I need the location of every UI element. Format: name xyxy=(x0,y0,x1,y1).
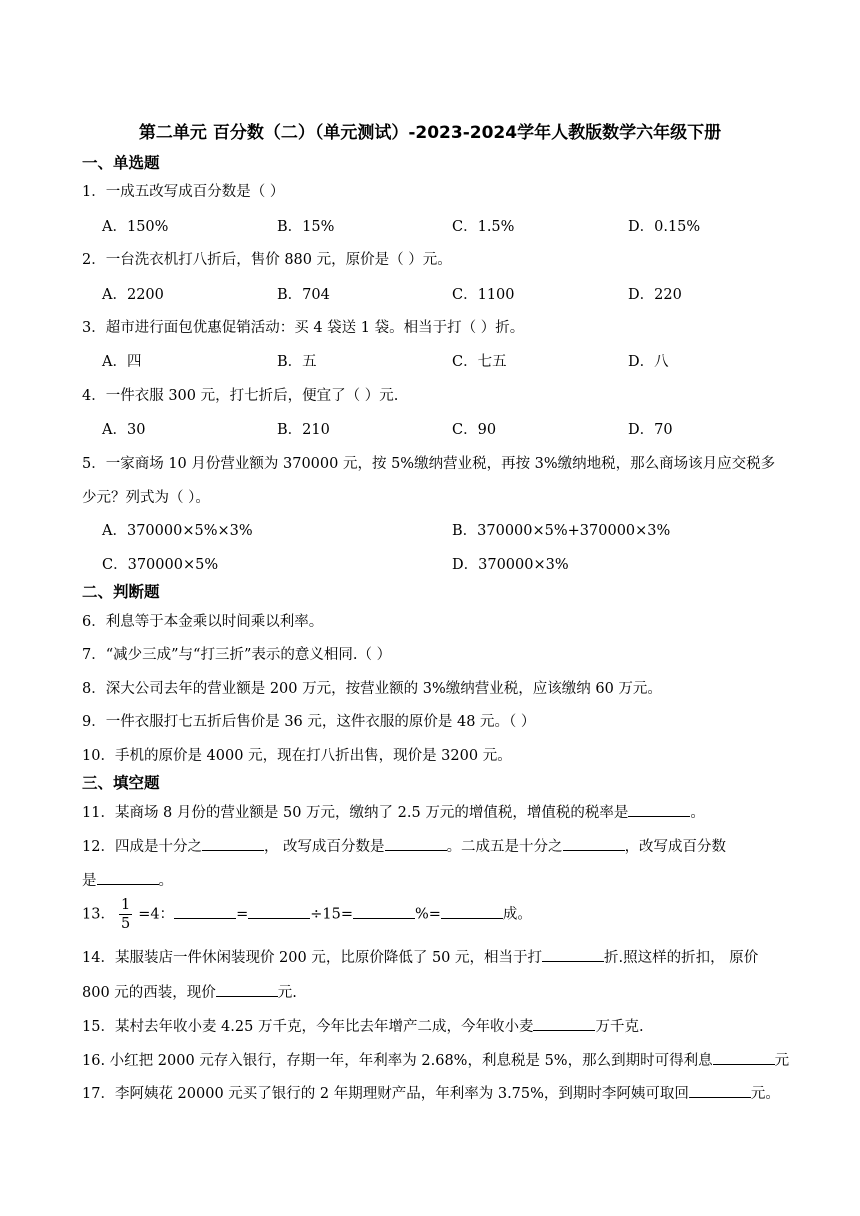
question-8: 8．深大公司去年的营业额是 200 万元，按营业额的 3%缴纳营业税，应该缴纳 60 万元。 xyxy=(82,681,662,697)
q13-blank-3[interactable] xyxy=(353,904,415,919)
section-heading-single-choice: 一、单选题 xyxy=(82,154,160,172)
q12-blank-3[interactable] xyxy=(563,836,625,851)
q3-option-b: B．五 xyxy=(277,354,317,370)
question-9: 9．一件衣服打七五折后售价是 36 元，这件衣服的原价是 48 元。（ ） xyxy=(82,714,536,730)
question-17 xyxy=(82,1082,780,1103)
page-title: 第二单元 百分数（二）（单元测试）-2023-2024学年人教版数学六年级下册 xyxy=(138,123,722,143)
q12-blank-1[interactable] xyxy=(202,836,264,851)
q17-tail: 元。 xyxy=(750,1086,780,1102)
q11-text: 11．某商场 8 月份的营业额是 50 万元，缴纳了 2.5 万元的增值税，增值税的税率是 xyxy=(82,805,629,821)
q3-option-c: C．七五 xyxy=(452,354,507,370)
q14-blank-1[interactable] xyxy=(542,947,604,962)
q11-blank[interactable] xyxy=(628,802,690,817)
question-1: 1．一成五改写成百分数是（ ） xyxy=(82,184,285,200)
q16-text: 16. 小红把 2000 元存入银行，存期一年，年利率为 2.68%，利息税是 5%，那么到期时可得利息 xyxy=(82,1053,713,1069)
q13-text-4: %= xyxy=(414,906,441,923)
question-2: 2．一台洗衣机打八折后，售价 880 元，原价是（ ）元。 xyxy=(82,252,452,268)
q14-text-2: 折.照这样的折扣， 原价 xyxy=(604,950,759,966)
q5-option-d: D．370000×3% xyxy=(452,557,569,573)
question-3: 3．超市进行面包优惠促销活动：买 4 袋送 1 袋。相当于打（ ）折。 xyxy=(82,320,525,336)
q13-number: 13． xyxy=(82,906,115,923)
q12-text-1: 12．四成是十分之 xyxy=(82,839,202,855)
question-5-line-1: 5．一家商场 10 月份营业额为 370000 元，按 5%缴纳营业税，再按 3%缴纳地税，那么商场该月应交税多 xyxy=(82,456,776,472)
q15-blank[interactable] xyxy=(533,1016,595,1031)
question-14-line-2 xyxy=(82,981,297,1002)
q13-text-5: 成。 xyxy=(502,906,532,923)
q3-option-d: D．八 xyxy=(628,354,669,370)
question-5-line-2: 少元？列式为（ ）。 xyxy=(82,490,210,506)
question-16 xyxy=(82,1049,789,1070)
q16-tail: 元 xyxy=(774,1053,790,1069)
q13-blank-2[interactable] xyxy=(248,904,310,919)
question-14-line-1 xyxy=(82,946,758,967)
q4-option-a: A．30 xyxy=(102,422,146,438)
q5-option-c: C．370000×5% xyxy=(102,557,219,573)
q13-text-1: =4： xyxy=(138,906,175,923)
q15-text: 15．某村去年收小麦 4.25 万千克，今年比去年增产二成，今年收小麦 xyxy=(82,1019,534,1035)
q17-blank[interactable] xyxy=(689,1083,751,1098)
question-4: 4．一件衣服 300 元，打七折后，便宜了（ ）元. xyxy=(82,388,399,404)
question-11 xyxy=(82,801,705,822)
q17-text: 17．李阿姨花 20000 元买了银行的 2 年期理财产品，年利率为 3.75%，到期时李阿姨可取回 xyxy=(82,1086,689,1102)
fraction-numerator: 1 xyxy=(120,897,131,913)
section-heading-fill-in: 三、填空题 xyxy=(82,774,160,792)
q2-option-d: D．220 xyxy=(628,287,682,303)
q2-option-c: C．1100 xyxy=(452,287,515,303)
question-13 xyxy=(82,896,532,933)
q12-text-5: 是 xyxy=(82,873,97,889)
fraction-denominator: 5 xyxy=(120,916,131,932)
q13-text-3: ÷15= xyxy=(310,906,353,923)
q13-text-2: = xyxy=(236,906,249,923)
q14-text-4: 元. xyxy=(277,985,297,1001)
q4-option-d: D．70 xyxy=(628,422,673,438)
q12-text-3: 。二成五是十分之 xyxy=(446,839,563,855)
question-15 xyxy=(82,1015,644,1036)
question-6: 6．利息等于本金乘以时间乘以利率。 xyxy=(82,614,324,630)
q1-option-b: B．15% xyxy=(277,219,335,235)
q5-option-b: B．370000×5%+370000×3% xyxy=(452,523,671,539)
q13-blank-1[interactable] xyxy=(174,904,236,919)
q11-tail: 。 xyxy=(690,805,705,821)
q4-option-b: B．210 xyxy=(277,422,330,438)
q1-option-d: D．0.15% xyxy=(628,219,701,235)
q12-text-2: ， 改写成百分数是 xyxy=(263,839,385,855)
q12-blank-2[interactable] xyxy=(385,836,447,851)
q13-blank-4[interactable] xyxy=(441,904,503,919)
q12-blank-4[interactable] xyxy=(97,870,159,885)
question-7: 7．“减少三成”与“打三折”表示的意义相同.（ ） xyxy=(82,647,392,663)
q3-option-a: A．四 xyxy=(102,354,142,370)
q12-text-4: ，改写成百分数 xyxy=(624,839,727,855)
q2-option-b: B．704 xyxy=(277,287,330,303)
section-heading-true-false: 二、判断题 xyxy=(82,583,160,601)
q12-text-6: 。 xyxy=(158,873,173,889)
question-12-line-2 xyxy=(82,869,173,890)
q2-option-a: A．2200 xyxy=(102,287,164,303)
q5-option-a: A．370000×5%×3% xyxy=(102,523,253,539)
q13-fraction xyxy=(119,896,132,933)
q15-tail: 万千克. xyxy=(595,1019,644,1035)
q14-text-3: 800 元的西装，现价 xyxy=(82,985,216,1001)
q14-blank-2[interactable] xyxy=(216,982,278,997)
question-10: 10．手机的原价是 4000 元，现在打八折出售，现价是 3200 元。 xyxy=(82,748,512,764)
question-12-line-1 xyxy=(82,835,726,856)
q1-option-a: A．150% xyxy=(102,219,169,235)
q1-option-c: C．1.5% xyxy=(452,219,515,235)
q16-blank[interactable] xyxy=(713,1050,775,1065)
q4-option-c: C．90 xyxy=(452,422,497,438)
q14-text-1: 14．某服装店一件休闲装现价 200 元，比原价降低了 50 元，相当于打 xyxy=(82,950,543,966)
